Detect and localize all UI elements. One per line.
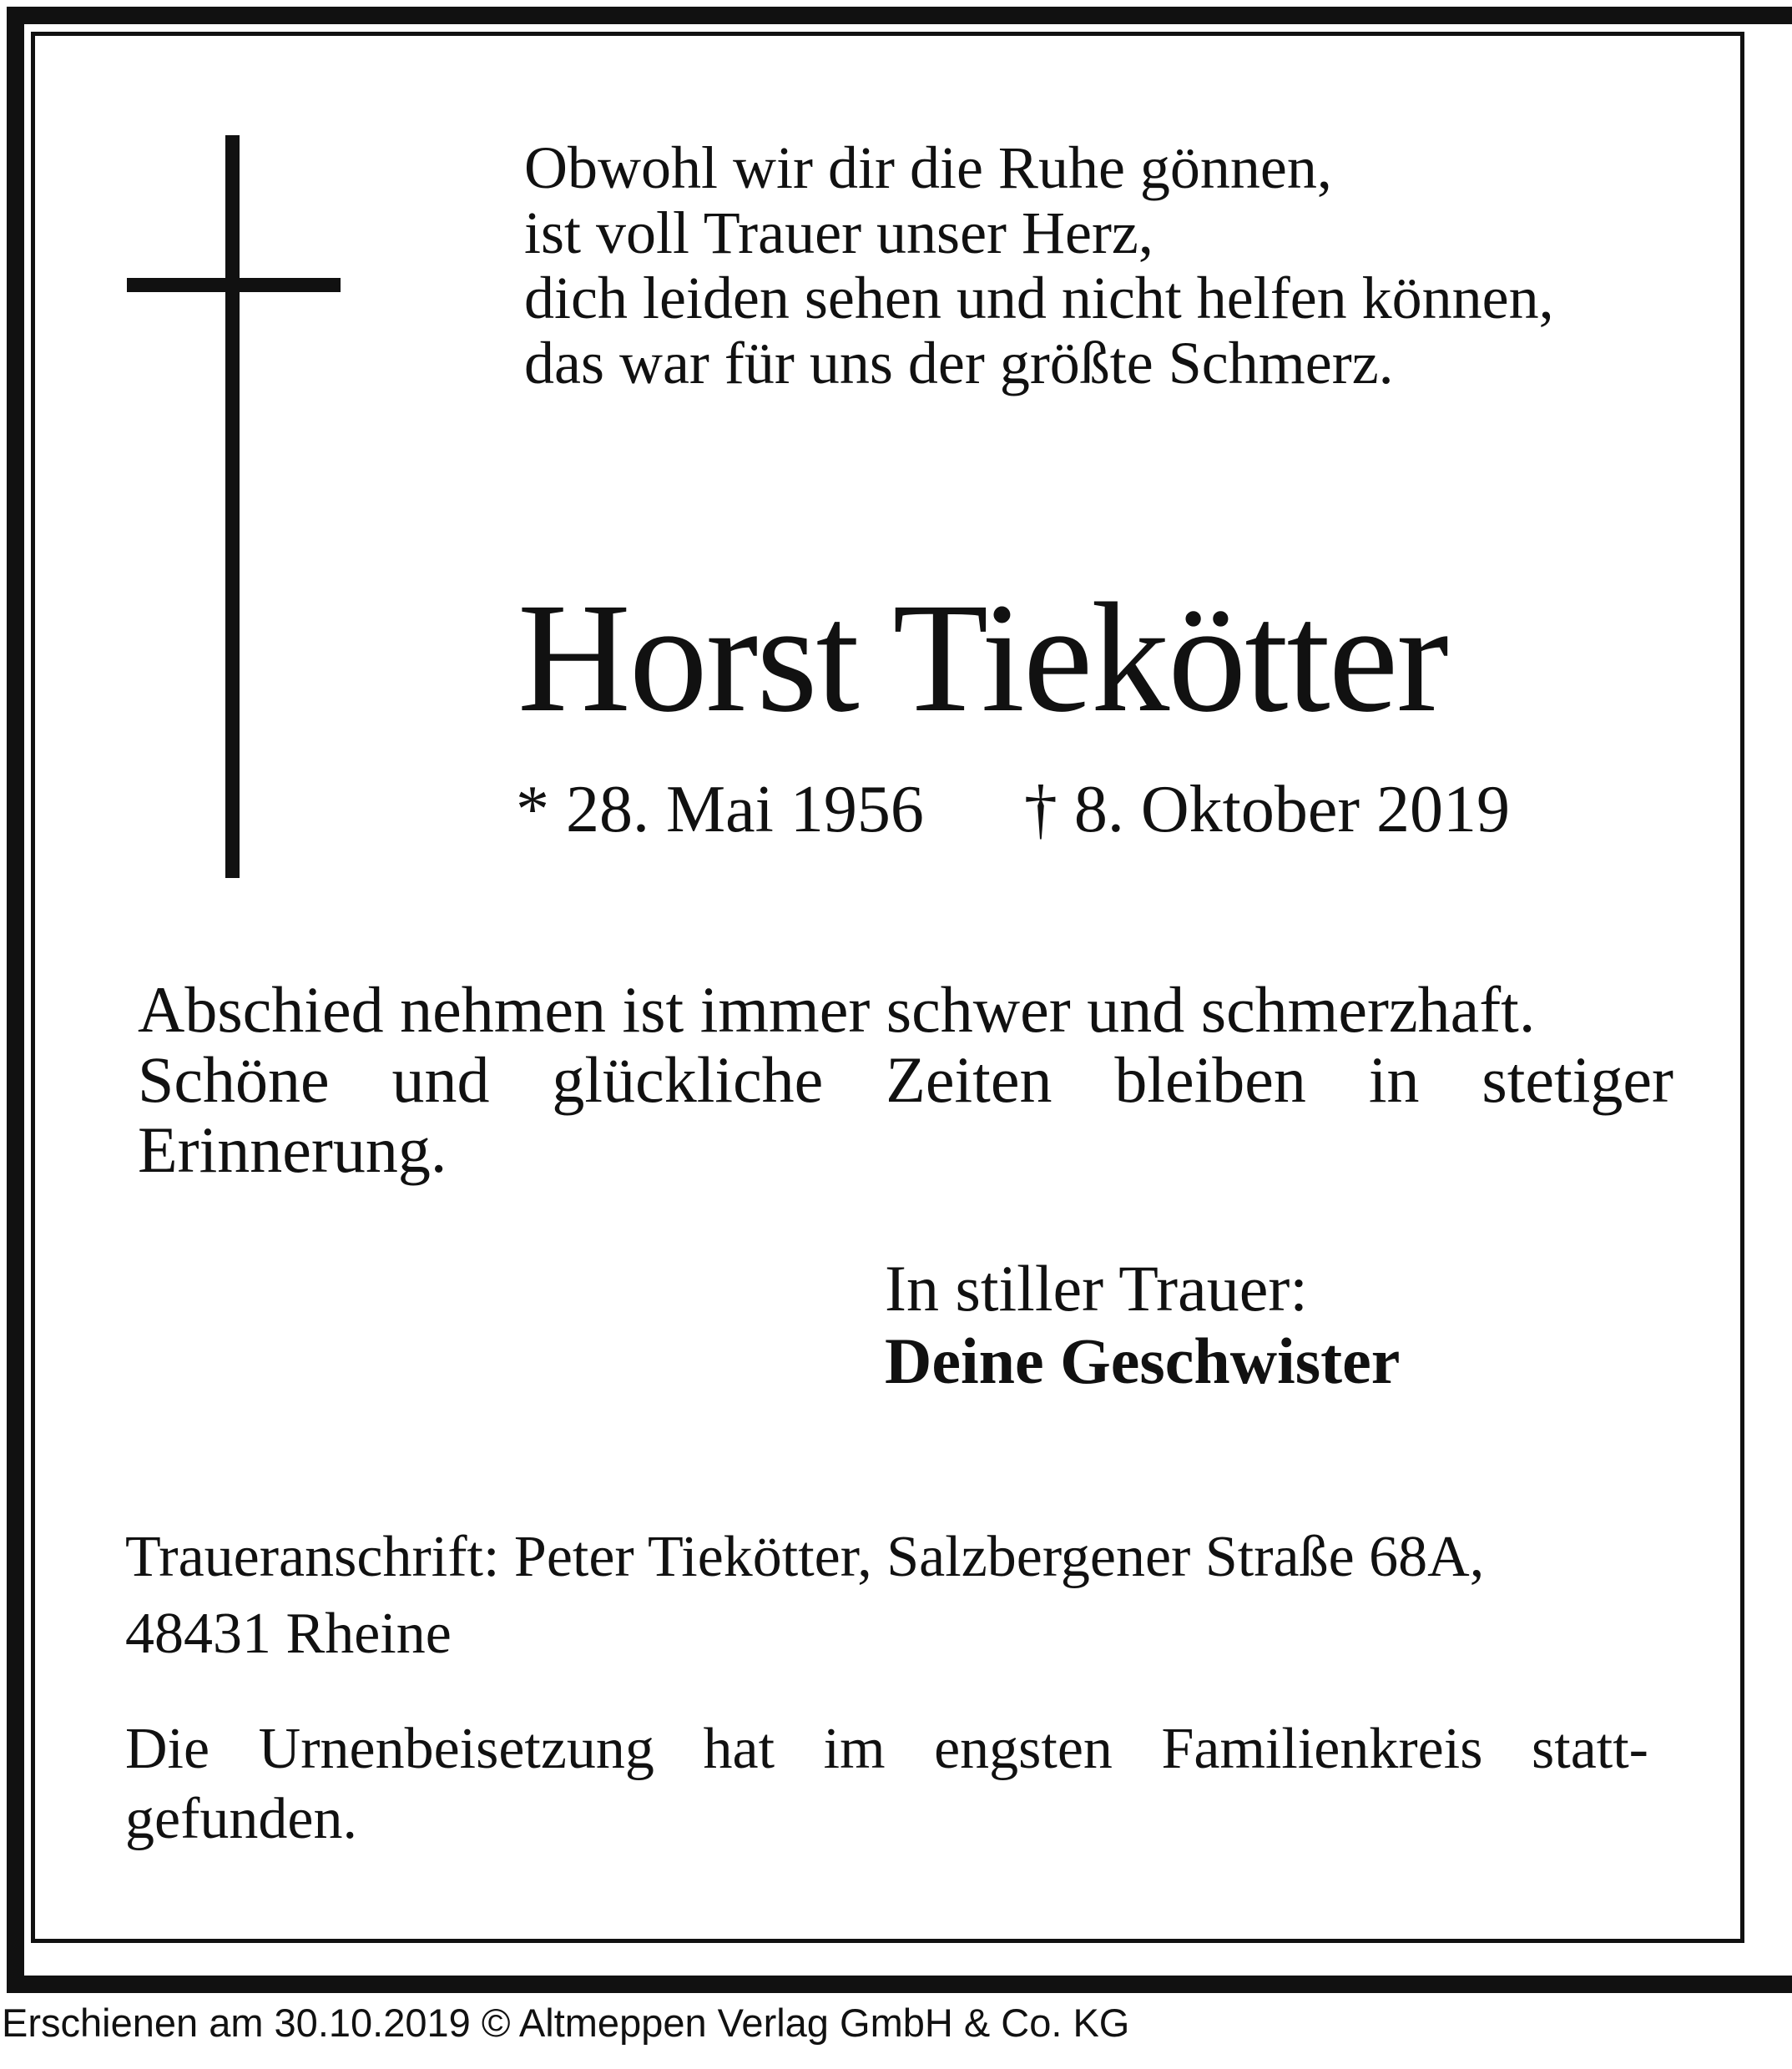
deceased-name: Horst Tiekötter — [517, 570, 1447, 744]
cross-vertical-bar — [225, 135, 240, 878]
death-date: † 8. Oktober 2019 — [1023, 773, 1511, 846]
poem-line: Obwohl wir dir die Ruhe gönnen, — [524, 134, 1332, 201]
address-line: Traueranschrift: Peter Tiekötter, Salzbergener Straße 68A, — [125, 1525, 1485, 1589]
burial-line: gefunden. — [125, 1787, 357, 1851]
poem-line: ist voll Trauer unser Herz, — [524, 199, 1153, 266]
mourners: Deine Geschwister — [885, 1325, 1401, 1397]
farewell-line: Abschied nehmen ist immer schwer und schmerzhaft. — [138, 973, 1536, 1046]
cross-horizontal-bar — [127, 278, 341, 292]
farewell-text — [138, 975, 1673, 1185]
address-line: 48431 Rheine — [125, 1602, 452, 1666]
poem-line: dich leiden sehen und nicht helfen können, — [524, 265, 1554, 331]
farewell-line: Schöne und glückliche Zeiten bleiben in stetiger — [138, 1043, 1673, 1116]
burial-note — [125, 1714, 1648, 1855]
poem — [524, 135, 1554, 396]
birth-date: * 28. Mai 1956 — [516, 773, 924, 846]
poem-line: das war für uns der größte Schmerz. — [524, 330, 1394, 396]
life-dates — [516, 772, 1510, 847]
mourning-block — [885, 1254, 1400, 1395]
mourning-intro: In stiller Trauer: — [885, 1252, 1308, 1325]
mourning-address — [125, 1519, 1484, 1673]
burial-line: Die Urnenbeisetzung hat im engsten Familienkreis statt- — [125, 1717, 1648, 1781]
farewell-line: Erinnerung. — [138, 1113, 447, 1186]
publication-footer: Erschienen am 30.10.2019 © Altmeppen Verlag GmbH & Co. KG — [2, 2001, 1130, 2045]
